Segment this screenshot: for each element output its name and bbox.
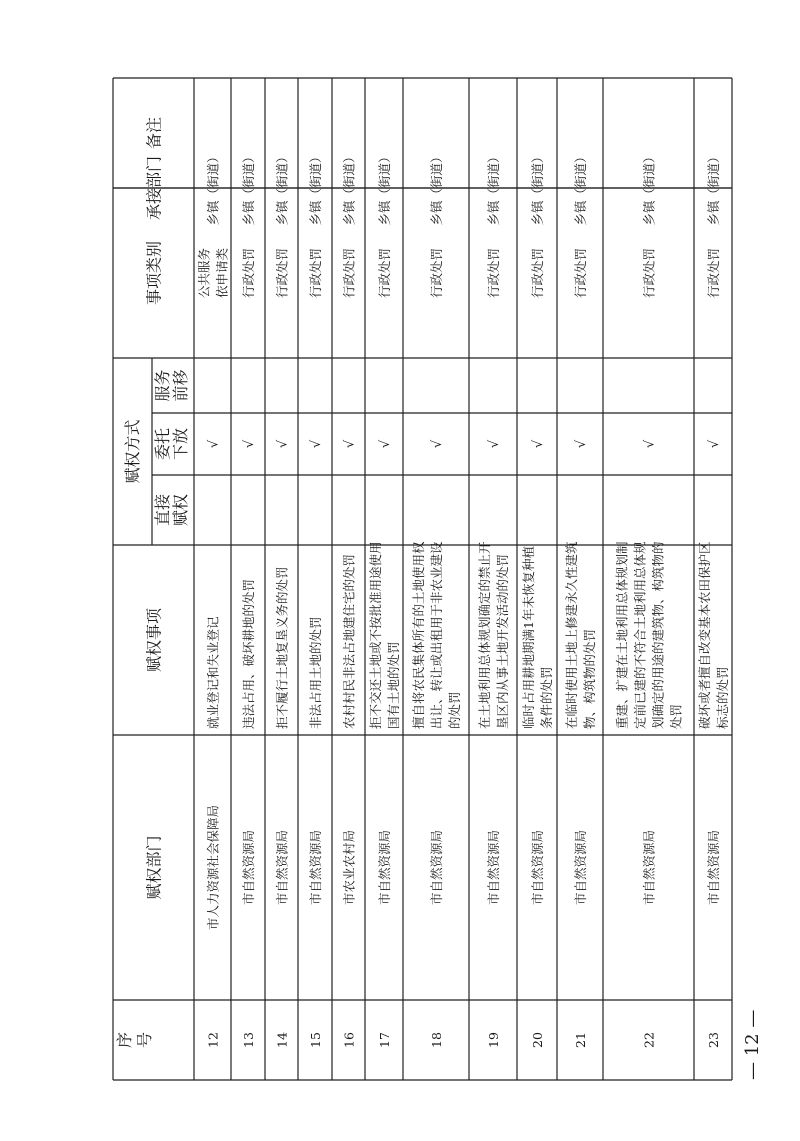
header-service: 服务 [153, 369, 172, 402]
cell-dept: 市自然资源局 [274, 829, 290, 906]
cell-entrust: √ [206, 439, 222, 449]
cell-category: 行政处罚 [706, 247, 721, 299]
cell-seq: 20 [530, 1032, 545, 1048]
cell-undertaker: 乡镇（街道） [530, 150, 545, 226]
cell-entrust: √ [430, 439, 445, 449]
cell-dept: 市自然资源局 [308, 829, 323, 906]
table-row [564, 150, 597, 1047]
cell-category: 公共服务 [196, 247, 212, 299]
cell-seq: 23 [706, 1032, 721, 1048]
cell-seq: 15 [308, 1032, 323, 1048]
cell-entrust: √ [242, 439, 257, 449]
table-header [115, 117, 190, 1048]
cell-dept: 市自然资源局 [706, 829, 721, 906]
table-row [241, 150, 257, 1047]
cell-seq: 17 [377, 1032, 392, 1048]
cell-dept: 市自然资源局 [241, 829, 256, 906]
cell-dept: 市自然资源局 [530, 829, 545, 906]
table-row [615, 150, 684, 1047]
table-row [697, 150, 730, 1047]
header-undertaking-dept: 承接部门 [144, 155, 164, 221]
header-seq: 号 [135, 1031, 154, 1049]
header-direct: 赋权 [171, 493, 190, 527]
cell-category: 行政处罚 [341, 247, 357, 299]
cell-item: 在土地利用总体规划确定的禁止开 [477, 541, 492, 729]
cell-item: 的处罚 [447, 691, 462, 729]
cell-seq: 14 [274, 1032, 290, 1048]
cell-undertaker: 乡镇（街道） [274, 150, 290, 226]
cell-item: 拒不交还土地或不按批准用途使用 [368, 541, 383, 729]
cell-undertaker: 乡镇（街道） [573, 150, 588, 226]
cell-entrust: √ [275, 439, 291, 449]
table-row [308, 150, 324, 1047]
cell-seq: 13 [241, 1032, 256, 1048]
cell-entrust: √ [531, 439, 546, 449]
cell-category: 行政处罚 [429, 247, 444, 299]
cell-seq: 16 [341, 1032, 357, 1048]
cell-undertaker: 乡镇（街道） [641, 150, 657, 226]
cell-seq: 18 [429, 1032, 444, 1048]
cell-entrust: √ [642, 439, 658, 449]
cell-dept: 市人力资源社会保障局 [205, 804, 221, 931]
cell-item: 定前已建的不符合土地利用总体规 [632, 541, 648, 729]
cell-entrust: √ [487, 439, 502, 449]
table-row [521, 150, 554, 1047]
header-remarks: 备注 [144, 116, 164, 150]
cell-seq: 19 [486, 1032, 501, 1048]
cell-category: 行政处罚 [573, 247, 588, 299]
cell-item: 非法占用土地的处罚 [308, 616, 323, 729]
cell-item: 处罚 [668, 703, 684, 729]
header-grant-dept: 赋权部门 [144, 835, 164, 900]
cell-dept: 市自然资源局 [573, 829, 588, 906]
header-entrust: 委托 [153, 427, 172, 461]
cell-category: 行政处罚 [274, 247, 290, 299]
cell-item: 条件的处罚 [539, 666, 554, 729]
cell-undertaker: 乡镇（街道） [377, 150, 392, 226]
cell-category: 依申请类 [214, 247, 230, 299]
cell-dept: 市自然资源局 [429, 829, 444, 906]
cell-entrust: √ [309, 439, 324, 449]
cell-category: 行政处罚 [377, 247, 392, 299]
table-row [411, 150, 462, 1047]
cell-dept: 市自然资源局 [377, 829, 392, 906]
cell-undertaker: 乡镇（街道） [706, 150, 721, 226]
cell-undertaker: 乡镇（街道） [241, 150, 256, 226]
cell-category: 行政处罚 [308, 247, 323, 299]
cell-category: 行政处罚 [641, 247, 657, 299]
header-category: 事项类别 [144, 240, 164, 306]
cell-undertaker: 乡镇（街道） [205, 150, 221, 226]
header-direct: 直接 [153, 493, 172, 527]
cell-entrust: √ [707, 439, 722, 449]
cell-category: 行政处罚 [241, 247, 256, 299]
cell-item: 农村村民非法占地建住宅的处罚 [341, 553, 357, 729]
header-service: 前移 [171, 369, 190, 402]
table-row [197, 150, 230, 1047]
table-row [275, 150, 291, 1047]
cell-item: 出让、转让或出租用于非农业建设 [429, 541, 444, 729]
cell-item: 垦区内从事土地开发活动的处罚 [495, 553, 510, 729]
cell-undertaker: 乡镇（街道） [429, 150, 444, 226]
table-row [368, 150, 401, 1047]
header-grant-item: 赋权事项 [144, 607, 164, 673]
page-number: — 12 — [742, 1009, 763, 1080]
cell-dept: 市自然资源局 [641, 829, 657, 906]
cell-item: 划确定的用途的建筑物、构筑物的 [650, 541, 666, 729]
cell-item: 在临时使用土地上修建永久性建筑 [564, 541, 579, 729]
cell-seq: 22 [641, 1032, 657, 1048]
cell-undertaker: 乡镇（街道） [341, 150, 357, 226]
cell-item: 破坏或者擅自改变基本农田保护区 [697, 541, 712, 729]
table-body [197, 150, 731, 1047]
cell-undertaker: 乡镇（街道） [486, 150, 501, 226]
cell-category: 行政处罚 [530, 247, 545, 299]
cell-entrust: √ [574, 439, 589, 449]
cell-item: 违法占用、破坏耕地的处罚 [241, 578, 256, 729]
cell-item: 标志的处罚 [715, 666, 730, 729]
header-grant-method: 赋权方式 [123, 419, 142, 484]
cell-item: 擅自将农民集体所有的土地使用权 [411, 541, 426, 729]
cell-seq: 21 [573, 1032, 588, 1048]
cell-dept: 市自然资源局 [486, 829, 501, 906]
header-seq: 序 [115, 1031, 134, 1049]
table-row [342, 150, 358, 1047]
cell-item: 就业登记和失业登记 [205, 616, 221, 729]
cell-item: 拒不履行土地复垦义务的处罚 [274, 566, 290, 729]
cell-dept: 市农业农村局 [341, 829, 357, 906]
cell-entrust: √ [378, 439, 393, 449]
cell-entrust: √ [342, 439, 358, 449]
table-row [477, 150, 510, 1047]
cell-category: 行政处罚 [486, 247, 501, 299]
header-entrust: 下放 [171, 427, 190, 461]
cell-undertaker: 乡镇（街道） [308, 150, 323, 226]
cell-item: 国有土地的处罚 [386, 641, 401, 729]
cell-seq: 12 [205, 1032, 221, 1048]
cell-item: 重建、扩建在土地利用总体规划制 [614, 541, 630, 729]
cell-item: 物、构筑物的处罚 [582, 628, 597, 729]
cell-item: 临时占用耕地期满1年未恢复种植 [521, 546, 536, 729]
